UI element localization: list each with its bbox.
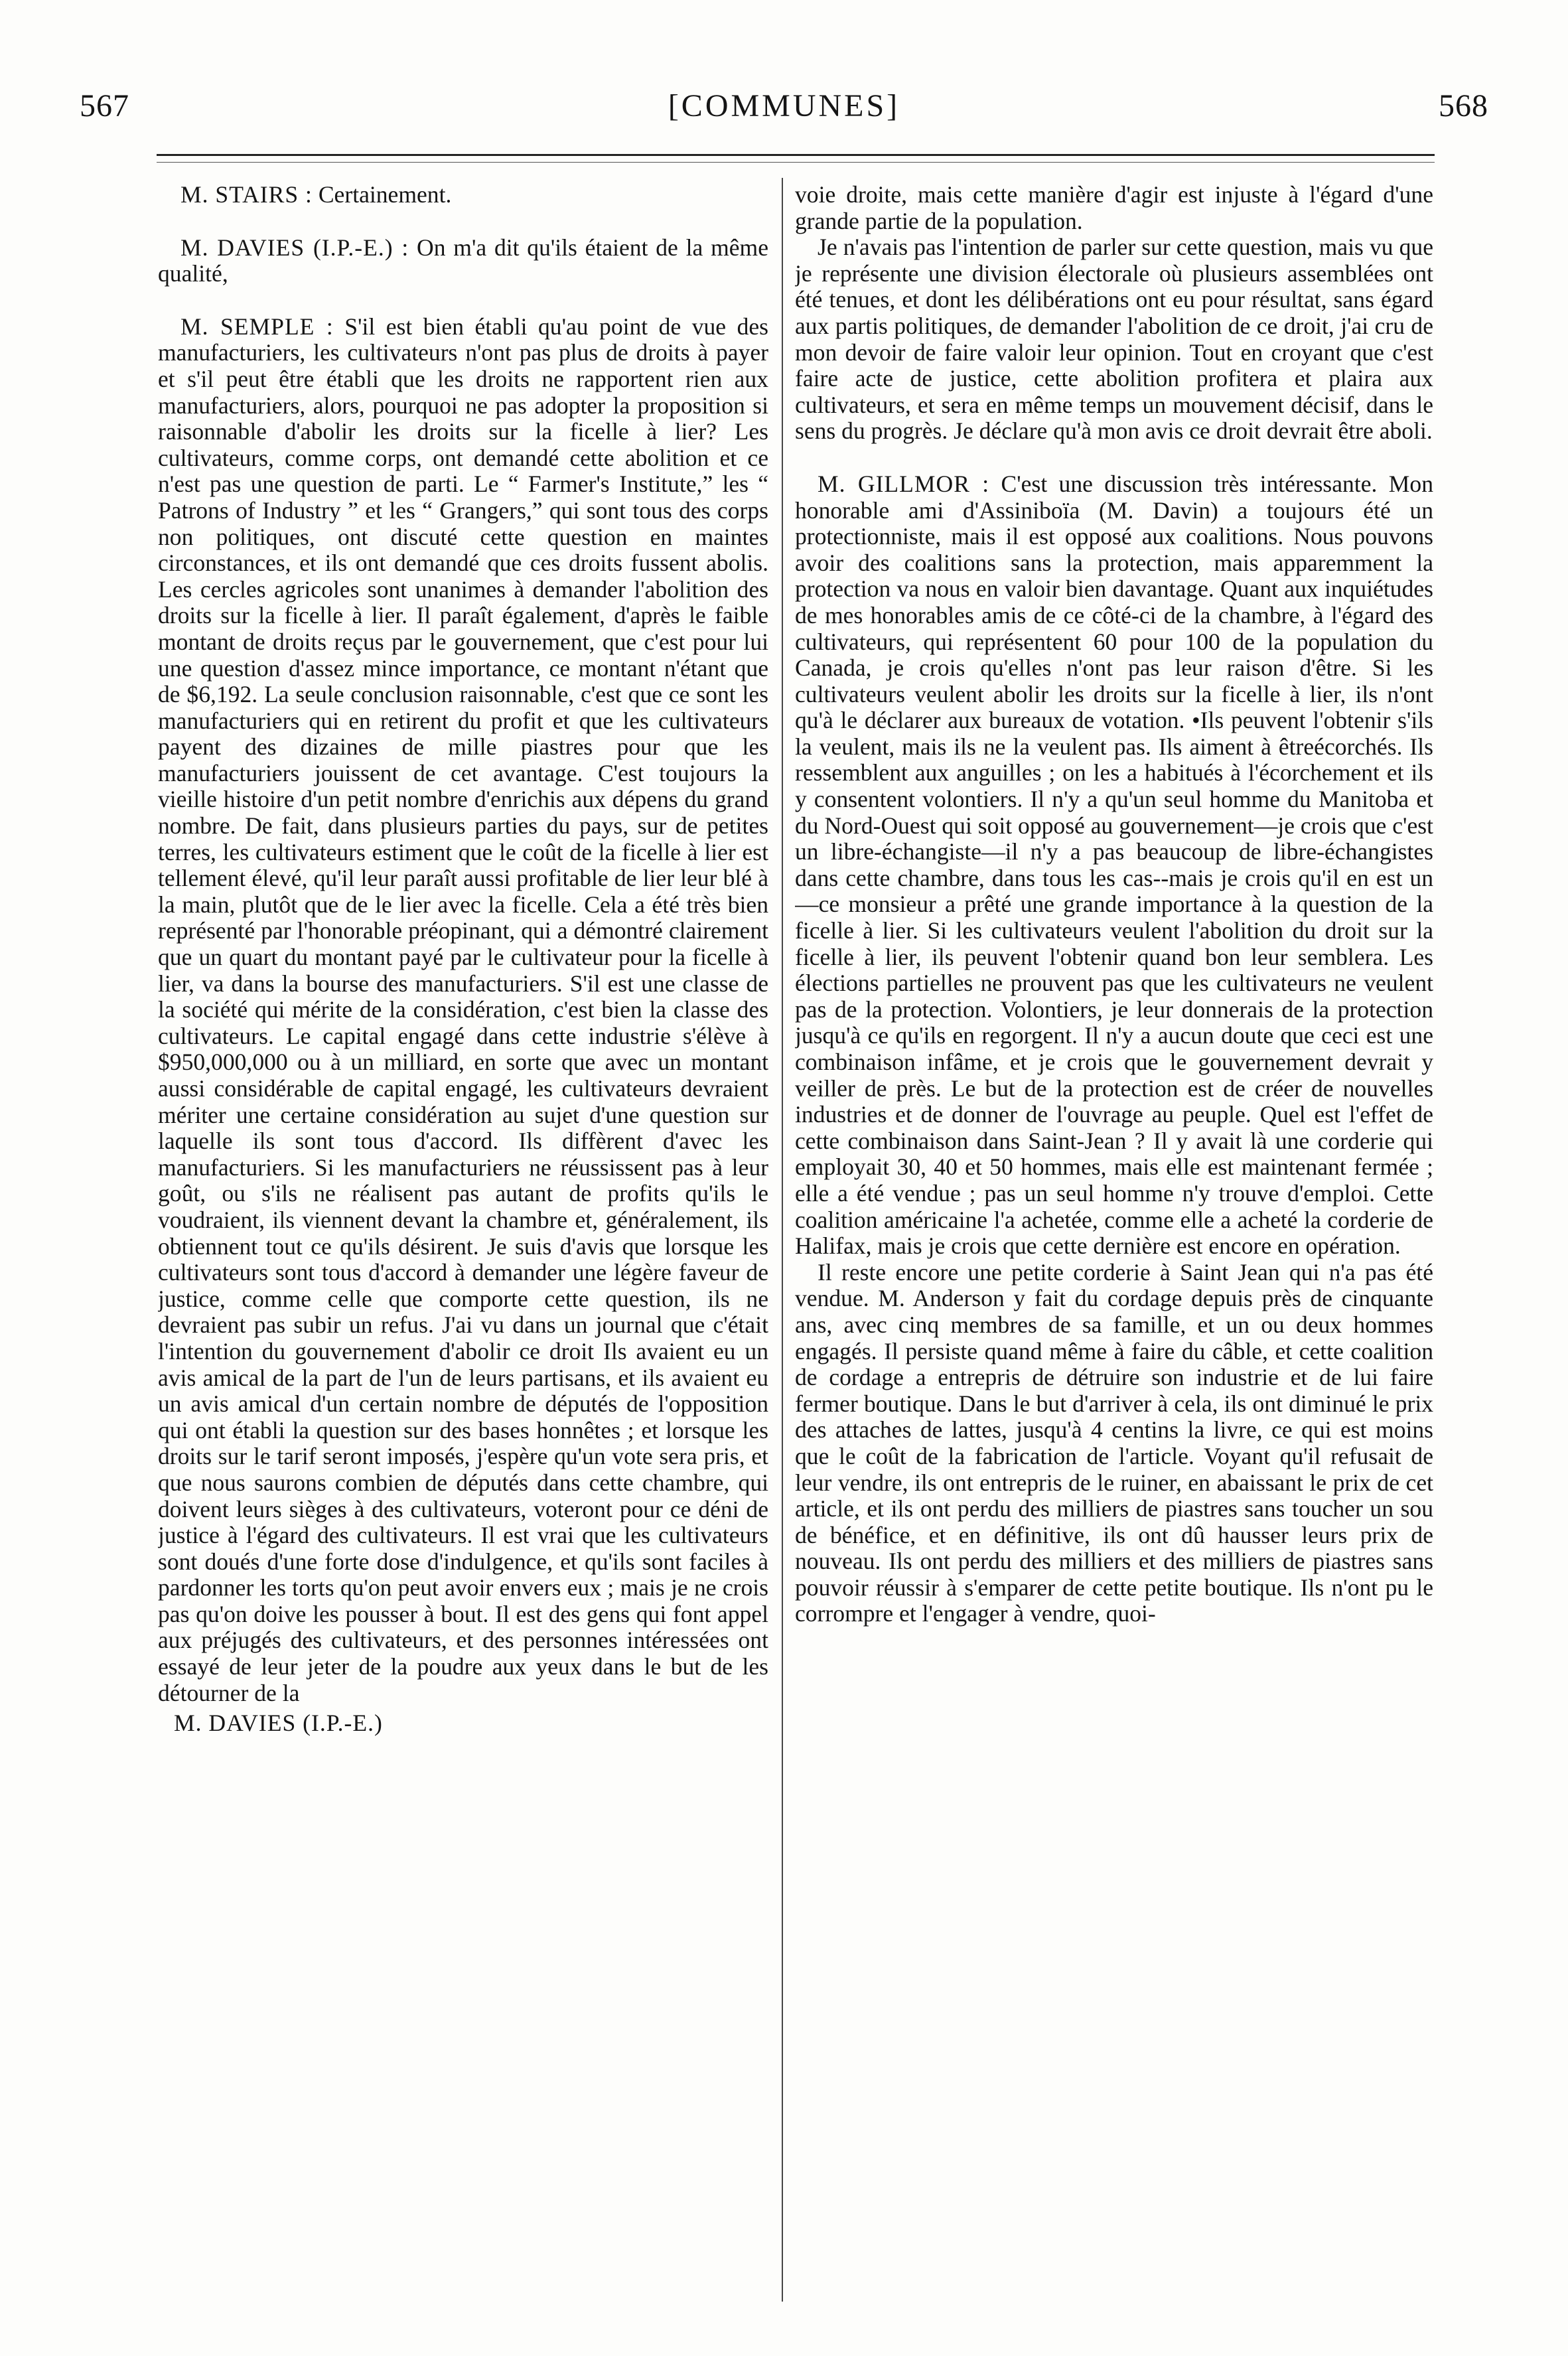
paragraph-gillmor-continued: Il reste encore une petite corderie à Saint Jean qui n'a pas été vendue. M. Anderson y fait du cordage depuis près de cinquante ans, avec cinq membres de sa famille, et un ou deux hommes engagés. Il persiste quand même à faire du câble, et cette coalition de cordage a entrepris de détruire son industrie et de lui faire fermer boutique. Dans le but d'arriver à cela, ils ont diminué le prix des attaches de lattes, jusqu'à 4 centins la livre, ce qui est moins que le coût de la fabrication de l'article. Voyant qu'il refusait de leur vendre, ils ont entrepris de le ruiner, en abaissant le prix de cet article, et ils ont perdu des milliers de piastres sans toucher un sou de bénéfice, et en définitive, ils ont dû hausser leurs prix de nouveau. Ils ont perdu des milliers et des milliers de piastres sans pouvoir réussir à s'emparer de cette petite boutique. Ils n'ont pu le corrompre et l'engager à vendre, quoi- (795, 1258, 1433, 1627)
running-title: [COMMUNES] (668, 88, 900, 123)
catchword-text: M. DAVIES (I.P.-E.) (174, 1710, 383, 1737)
speaker-name: M. DAVIES (I.P.-E.) : (180, 234, 409, 261)
paragraph-text: C'est une discussion très intéressante. Mon honorable ami d'Assiniboïa (M. Davin) a toujours été un protectionniste, mais il est opposé aux coalitions. Nous pouvons avoir des coalitions sans la protection, mais apparemment la protection va nous en valoir bien davantage. Quant aux inquiétudes de mes honorables amis de ce côté-ci de la chambre, à l'égard des cultivateurs, qui représentent 60 pour 100 de la population du Canada, je crois qu'elles n'ont pas leur raison d'être. Si les cultivateurs veulent abolir les droits sur la ficelle à lier, ils n'ont qu'à le déclarer aux bureaux de votation. •Ils peuvent l'obtenir s'ils la veulent, mais ils ne la veulent pas. Ils aiment à êtreécorchés. Ils ressemblent aux anguilles ; on les a habitués à l'écorchement et ils y consentent volontiers. Il n'y a qu'un seul homme du Manitoba et du Nord-Ouest qui soit opposé au gouvernement—je crois que c'est un libre-échangiste—il n'y a pas beaucoup de libre-échangistes dans cette chambre, dans tous les cas--mais je crois qu'il en est un—ce monsieur a prêté une grande importance à la question de la ficelle à lier. Si les cultivateurs veulent l'abolition du droit sur la ficelle à lier, ils peuvent l'obtenir quand bon leur semblera. Les élections partielles ne prouvent pas que les cultivateurs ne veulent pas de la protection. Volontiers, je leur donnerais de la protection jusqu'à ce qu'ils en regorgent. Il n'y a aucun doute que ceci est une combinaison infâme, et je crois que le gouvernement devrait y veiller de près. Le but de la protection est de créer de nouvelles industries et de donner de l'ouvrage au peuple. Quel est l'effet de cette combinaison dans Saint-Jean ? Il y avait là une corderie qui employait 30, 40 et 50 hommes, mais elle est maintenant fermée ; elle a été vendue ; pas un seul homme n'y trouve d'emploi. Cette coalition américaine l'a achetée, comme elle a acheté la corderie de Halifax, mais je crois que cette dernière est encore en opération. (795, 470, 1433, 1260)
page-number-left: 567 (80, 88, 129, 123)
column-divider (782, 178, 783, 2302)
paragraph-gillmor (795, 471, 1433, 1260)
right-column (795, 182, 1433, 2319)
paragraph-continued: voie droite, mais cette manière d'agir est injuste à l'égard d'une grande partie de la population. (795, 182, 1433, 234)
paragraph-text: On m'a dit qu'ils étaient de la même qualité, (158, 234, 768, 287)
page-header (80, 85, 1488, 138)
header-rule (157, 154, 1435, 156)
paragraph-semple (158, 314, 768, 1706)
header-rule-thin (157, 162, 1435, 163)
paragraph-text: S'il est bien établi qu'au point de vue des manufacturiers, les cultivateurs n'ont pas plus de droits à payer et s'il peut être établi que les droits ne rapportent rien aux manufacturiers, alors, pourquoi ne pas adopter la proposition si raisonnable d'abolir les droits sur la ficelle à lier? Les cultivateurs, comme corps, ont demandé cette abolition et ce n'est pas une question de parti. Le “ Farmer's Institute,” les “ Patrons of Industry ” et les “ Grangers,” qui sont tous des corps non politiques, ont discuté cette question en maintes circonstances, et ils ont demandé que ces droits fussent abolis. Les cercles agricoles sont unanimes à demander l'abolition des droits sur la ficelle à lier. Il paraît également, d'après le faible montant de droits reçus par le gouvernement, que c'est pour lui une question d'assez mince importance, ce montant n'étant que de $6,192. La seule conclusion raisonnable, c'est que ce sont les manufacturiers qui en retirent du profit et que les cultivateurs payent des dizaines de mille piastres pour que les manufacturiers jouissent de cet avantage. C'est toujours la vieille histoire d'un petit nombre d'enrichis aux dépens du grand nombre. De fait, dans plusieurs parties du pays, sur de petites terres, les cultivateurs estiment que le coût de la ficelle à lier est tellement élevé, qu'il leur paraît aussi profitable de lier leur blé à la main, plutôt que de le lier avec la ficelle. Cela a été très bien représenté par l'honorable préopinant, qui a démontré clairement que un quart du montant payé par le cultivateur pour la ficelle à lier, va dans la bourse des manufacturiers. S'il est une classe de la société qui mérite de la considération, c'est bien la classe des cultivateurs. Le capital engagé dans cette industrie s'élève à $950,000,000 ou à un milliard, en sorte que avec un montant aussi considérable de capital engagé, les cultivateurs devraient mériter une certaine considération au sujet d'une question sur laquelle ils sont tous d'accord. Ils diffèrent d'avec les manufacturiers. Si les manufacturiers ne réussissent pas à leur goût, ou s'ils ne réalisent pas autant de profits qu'ils le voudraient, ils viennent devant la chambre et, généralement, ils obtiennent tout ce qu'ils désirent. Je suis d'avis que lorsque les cultivateurs sont tous d'accord à demander une légère faveur de justice, comme celle que comporte cette question, ils ne devraient pas subir un refus. J'ai vu dans un journal que c'était l'intention du gouvernement d'abolir ce droit Ils avaient eu un avis amical de la part de l'un de leurs partisans, et ils avaient eu un avis amical d'un certain nombre de députés de l'opposition qui ont établi la question sur des bases honnêtes ; et lorsque les droits sur le tarif seront imposés, j'espère qu'un vote sera pris, et que nous saurons combien de députés dans cette chambre, qui doivent leurs sièges à des cultivateurs, voteront pour ce déni de justice à l'égard des cultivateurs. Il est vrai que les cultivateurs sont doués d'une forte dose d'indulgence, et qu'ils sont faciles à pardonner les torts qu'on peut avoir envers eux ; mais je ne crois pas qu'on doive les pousser à bout. Il est des gens qui font appel aux préjugés des cultivateurs, et des personnes intéressées ont essayé de leur jeter de la poudre aux yeux dans le but de les détourner de la (158, 313, 768, 1706)
paragraph-semple-conclusion: Je n'avais pas l'intention de parler sur cette question, mais vu que je représente une division électorale où plusieurs assemblées ont été tenues, et dont les délibérations ont eu pour résultat, sans égard aux partis politiques, de demander l'abolition de ce droit, j'ai cru de mon devoir de faire valoir leur opinion. Tout en croyant que c'est faire acte de justice, cette abolition profitera et plaira aux cultivateurs, et sera en même temps un mouvement décisif, dans le sens du progrès. Je déclare qu'à mon avis ce droit devrait être aboli. (795, 234, 1433, 445)
paragraph-stairs (158, 182, 768, 208)
speaker-name: M. STAIRS : (180, 182, 313, 208)
speaker-name: M. GILLMOR : (818, 470, 990, 497)
paragraph-davies (158, 235, 768, 287)
paragraph-text: Certainement. (312, 182, 452, 208)
left-column (158, 182, 768, 2319)
page-number-right: 568 (1439, 88, 1488, 123)
catchword (158, 1710, 768, 1737)
speaker-name: M. SEMPLE : (180, 313, 334, 340)
